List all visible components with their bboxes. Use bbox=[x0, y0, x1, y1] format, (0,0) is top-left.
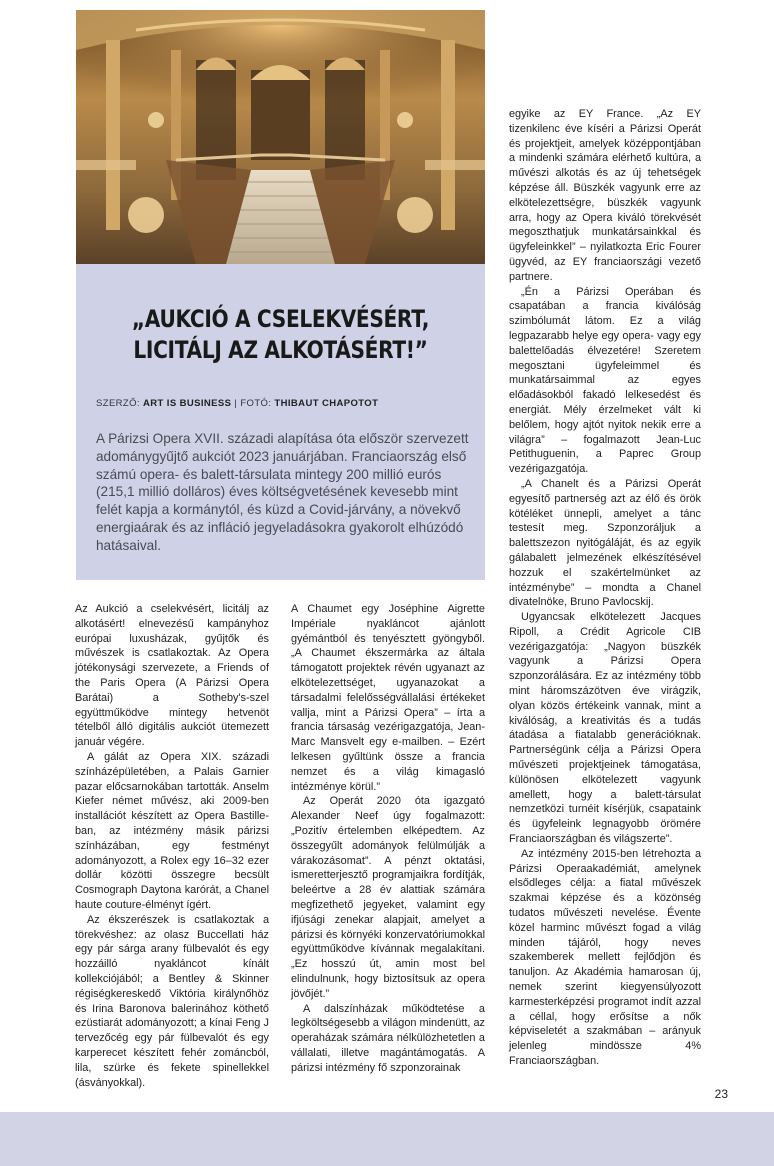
body-column-2 bbox=[291, 602, 485, 1076]
paragraph: A dalszínházak működtetése a legköltségesebb a világon mindenütt, az operaházak számára nélkülözhetetlen a vállalati, illetve magántámogatás. A párizsi intézmény fő szponzorainak bbox=[291, 1002, 485, 1074]
footer-band bbox=[0, 1112, 774, 1166]
paragraph: Az ékszerészek is csatlakoztak a törekvéshez: az olasz Buccellati ház egy pár sárga arany fülbevalót és egy hozzáilló nyakláncot kínált kollekciójából; a Bentley & Skinner régiségkereskedő Viktória királynőhöz és Irina Baronova balerinához köthető ezüstiarát adományozott; a kínai Feng J tervezőcég egy pár fülbevalót és egy karperecet készített fehér zománcból, lila, szürke és fekete spinellekkel (ásványokkal). bbox=[75, 913, 269, 1089]
paragraph: A gálát az Opera XIX. századi színházépületében, a Palais Garnier pazar előcsarnokában tartották. Anselm Kiefer német művész, aki 2009-ben installációt készített az Opera Bastille-ban, az intézmény másik párizsi színházában, egy festményt adományozott, a Rolex egy 16–32 ezer dollár közötti összegre becsült Cosmograph Daytona karórát, a Chanel haute couture-élményt ígért. bbox=[75, 750, 269, 911]
headline-line-1: „AUKCIÓ A CSELEKVÉSÉRT, bbox=[131, 305, 430, 333]
paragraph: egyike az EY France. „Az EY tizenkilenc éve kíséri a Párizsi Operát és projektjeit, amelyek középpontjában a mindenki számára elérhető kultúra, a művészi alkotás és az új tehetségek képzése áll. Büszkék vagyunk erre az elkötelezettségre, büszkék vagyunk arra, hogy az Opera kiváló törekvését megoszthatjuk munkatársainkkal és ügyfeleinkkel” – nyilatkozta Eric Fourer ügyvéd, az EY franciaországi vezető partnere. bbox=[509, 108, 701, 283]
headline-box bbox=[76, 264, 485, 580]
paragraph: Az Aukció a cselekvésért, licitálj az alkotásért! elnevezésű kampányhoz európai luxusházak, gyűjtők és művészek is csatlakoztak. Az Opera jótékonysági szervezete, a Friends of the Paris Opera (A Párizsi Opera Barátai) a Sotheby's-szel együttműködve mintegy hetvenöt tételből álló digitális aukciót ütemezett január végére. bbox=[75, 603, 269, 749]
author-name: ART IS BUSINESS bbox=[143, 398, 232, 409]
article-headline bbox=[109, 304, 453, 366]
paragraph: Ugyancsak elkötelezett Jacques Ripoll, a Crédit Agricole CIB vezérigazgatója: „Nagyon büszkék vagyunk a Párizsi Opera szponzorálására. Ez az intézmény több mint háromszázötven éve virágzik, olyan közös értékeink vannak, mint a kiválóság, a kreativitás és a tudás átadása a fiatalabb generációknak. Partnerségünk célja a Párizsi Opera művészeti projektjeinek támogatása, különösen elkötelezett vagyunk amellett, hogy a balett-társulat nemzetközi turnéit kísérjük, csapataink és ügyfeleink legnagyobb örömére Franciaországban és világszerte”. bbox=[509, 611, 701, 846]
paragraph: „Én a Párizsi Operában és csapatában a francia kiválóság szimbólumát látom. Ez a világ legpazarabb helye egy opera- vagy egy balettelőadás élvezetére! Szeretem megosztani ügyfeleimmel és munkatársaimmal az egyes előadásokból fakadó lelkesedést és energiát. Mély érzelmeket vált ki belőlem, hogy ajtót nyitok nekik erre a világra” – fogalmazott Jean-Luc Petithuguenin, a Paprec Group vezérigazgatója. bbox=[509, 285, 701, 476]
paragraph: „A Chanelt és a Párizsi Operát egyesítő partnerség azt az élő és örök kötéléket ünnepli, amelyet a tánc testesít meg. Szponzoráljuk a balettszezon nyitógáláját, és az egyik gálabalett jelmezének elkészítésével hozzuk el szakértelmünket az intézménybe” – mondta a Chanel divatelnöke, Bruno Pavlocskij. bbox=[509, 477, 701, 609]
photo-label: FOTÓ: bbox=[240, 398, 272, 409]
body-column-3 bbox=[509, 107, 701, 1069]
paragraph: Az Operát 2020 óta igazgató Alexander Neef úgy fogalmazott: „Pozitív értelemben elképedtem. Az összegyűlt adományok felülmúlják a várakozásomat”. A pénzt oktatási, ismeretterjesztő programjaikra fordítják, beleértve a 28 év alattiak számára megfizethető jegyeket, valamint egy ifjúsági zenekar alapjait, amelyet a párizsi és környéki konzervatóriumokkal együttműködve kívánnak megalakítani. „Ez hosszú út, amin most bel elindulnunk, hogy biztosítsuk az opera jövőjét.” bbox=[291, 795, 485, 1000]
article-lead: A Párizsi Opera XVII. századi alapítása óta először szervezett adománygyűjtő aukciót 2023 januárjában. Franciaország első számú opera- és balett-társulata mintegy 200 millió eurós (215,1 millió dolláros) éves költségvetésének kevesebb mint felét kapja a kormánytól, és küzd a Covid-járvány, a növekvő energiaárak és az infláció jegyeladásokra gyakorolt elhúzódó hatásaival. bbox=[96, 431, 469, 553]
headline-line-2: LICITÁLJ AZ ALKOTÁSÉRT!” bbox=[133, 336, 428, 364]
author-label: SZERZŐ: bbox=[96, 398, 140, 409]
photographer-name: THIBAUT CHAPOTOT bbox=[274, 398, 379, 409]
paragraph: Az intézmény 2015-ben létrehozta a Párizsi Operaakadémiát, amelynek elsődleges célja: a fiatal művészek szakmai képzése és a közönség tudatos művészeti nevelése. Évente közel harminc művészt fogad a világ minden tájáról, hogy neves szakemberek mellett fejlődjön és tanuljon. Az Akadémia hamarosan új, nemek szerint kiegyensúlyozott karmesterképzési programot indít azzal a céllal, hogy erősítse a nők képviseletét a szakmában – arányuk jelenleg mindössze 4% Franciaországban. bbox=[509, 847, 701, 1067]
byline-separator: | bbox=[234, 398, 238, 409]
paragraph: A Chaumet egy Joséphine Aigrette Impériale nyakláncot ajánlott gyémántból és tenyésztett gyöngyből. „A Chaumet ékszermárka az általa támogatott projektek révén ugyanazt az elkötelezettséget, ugyanazokat a társadalmi felelősségvállalási értékeket vallja, mint a Párizsi Opera” – írta a francia társaság vezérigazgatója, Jean-Marc Mansvelt egy e-mailben. – Ezért lelkesen gyűltünk össze a francia nemzet és a világ kimagasló intézménye körül.” bbox=[291, 603, 485, 793]
byline bbox=[96, 398, 378, 409]
body-column-1 bbox=[75, 602, 269, 1090]
page-number: 23 bbox=[714, 1087, 728, 1101]
opera-interior-image bbox=[76, 10, 485, 264]
opera-staircase-photo bbox=[76, 10, 485, 264]
